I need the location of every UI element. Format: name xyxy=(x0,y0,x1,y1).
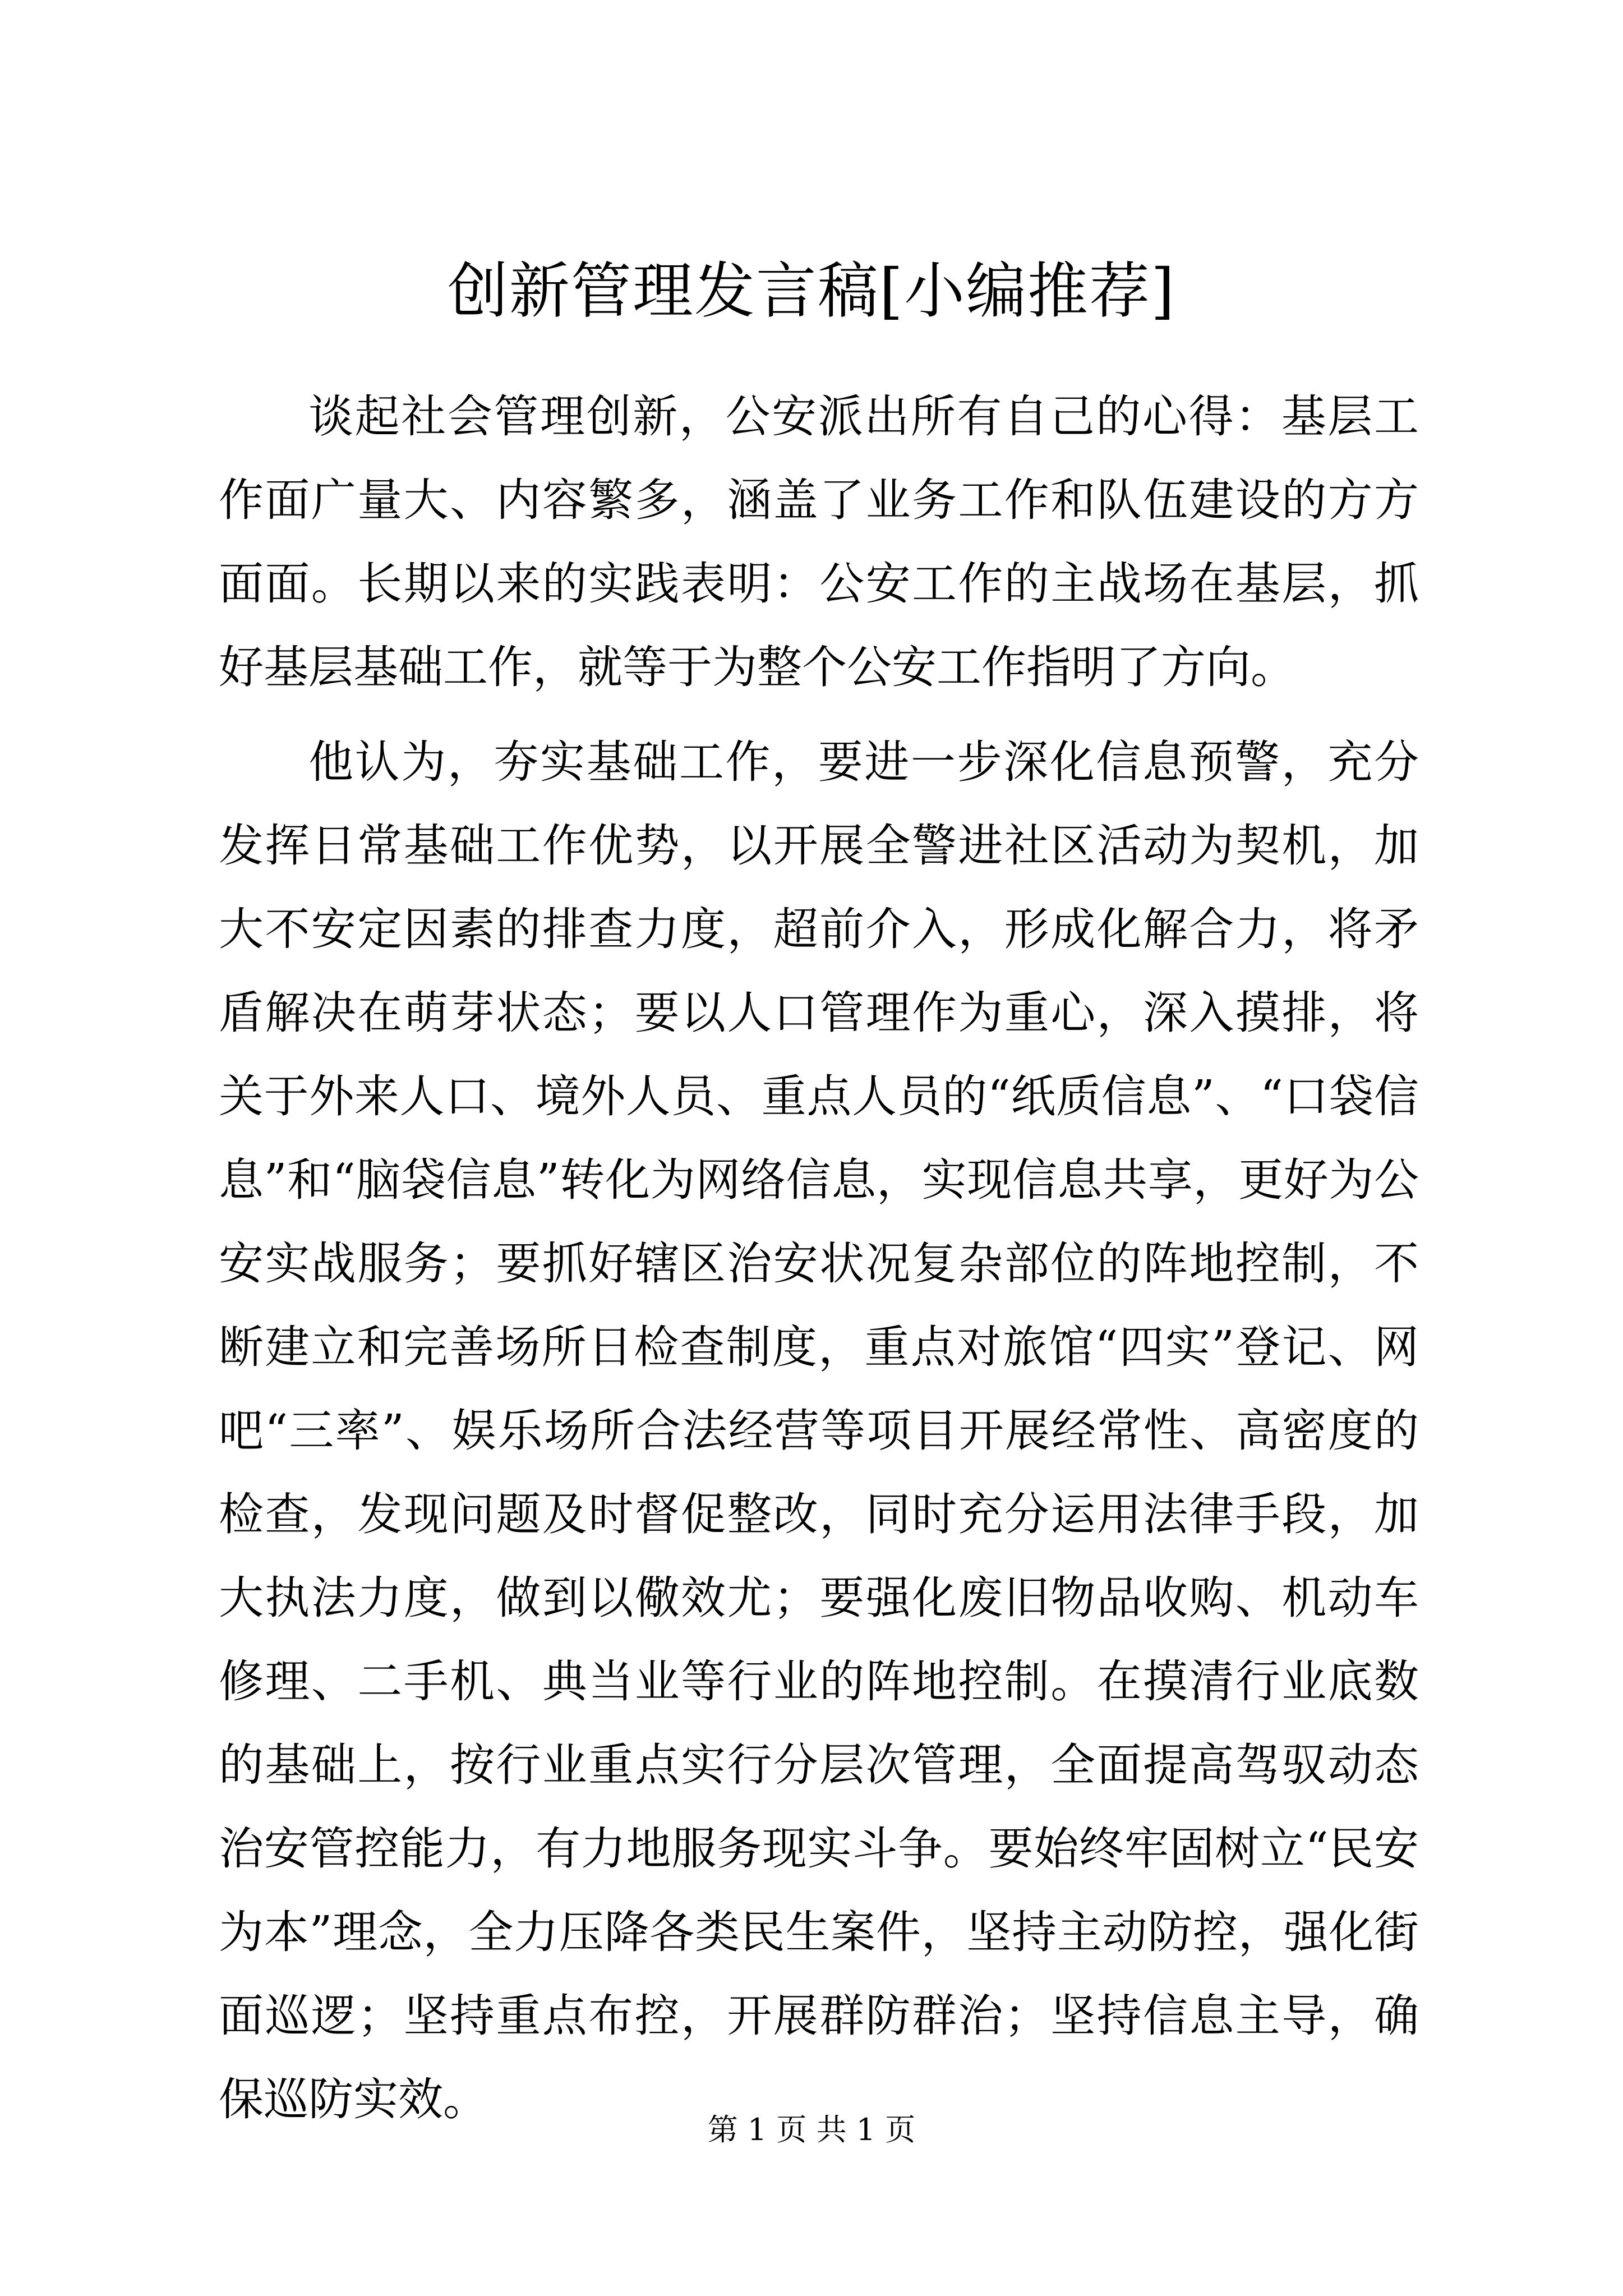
paragraph-2: 他认为，夯实基础工作，要进一步深化信息预警，充分发挥日常基础工作优势，以开展全警进社区活动为契机，加大不安定因素的排查力度，超前介入，形成化解合力，将矛盾解决在萌芽状态；要以人口管理作为重心，深入摸排，将关于外来人口、境外人员、重点人员的“纸质信息”、“口袋信息”和“脑袋信息”转化为网络信息，实现信息共享，更好为公安实战服务；要抓好辖区治安状况复杂部位的阵地控制，不断建立和完善场所日检查制度，重点对旅馆“四实”登记、网吧“三率”、娱乐场所合法经营等项目开展经常性、高密度的检查，发现问题及时督促整改，同时充分运用法律手段，加大执法力度，做到以儆效尤；要强化废旧物品收购、机动车修理、二手机、典当业等行业的阵地控制。在摸清行业底数的基础上，按行业重点实行分层次管理，全面提高驾驭动态治安管控能力，有力地服务现实斗争。要始终牢固树立“民安为本”理念，全力压降各类民生案件，坚持主动防控，强化街面巡逻；坚持重点布控，开展群防群治；坚持信息主导，确保巡防实效。 xyxy=(219,736,1419,2125)
page-footer: 第 1 页 共 1 页 xyxy=(707,2112,916,2147)
document-title: 创新管理发言稿[小编推荐] xyxy=(447,256,1176,326)
paragraph-1: 谈起社会管理创新，公安派出所有自己的心得：基层工作面广量大、内容繁多，涵盖了业务工作和队伍建设的方方面面。长期以来的实践表明：公安工作的主战场在基层，抓好基层基础工作，就等于为整个公安工作指明了方向。 xyxy=(219,390,1419,693)
document-body xyxy=(219,375,1419,2152)
